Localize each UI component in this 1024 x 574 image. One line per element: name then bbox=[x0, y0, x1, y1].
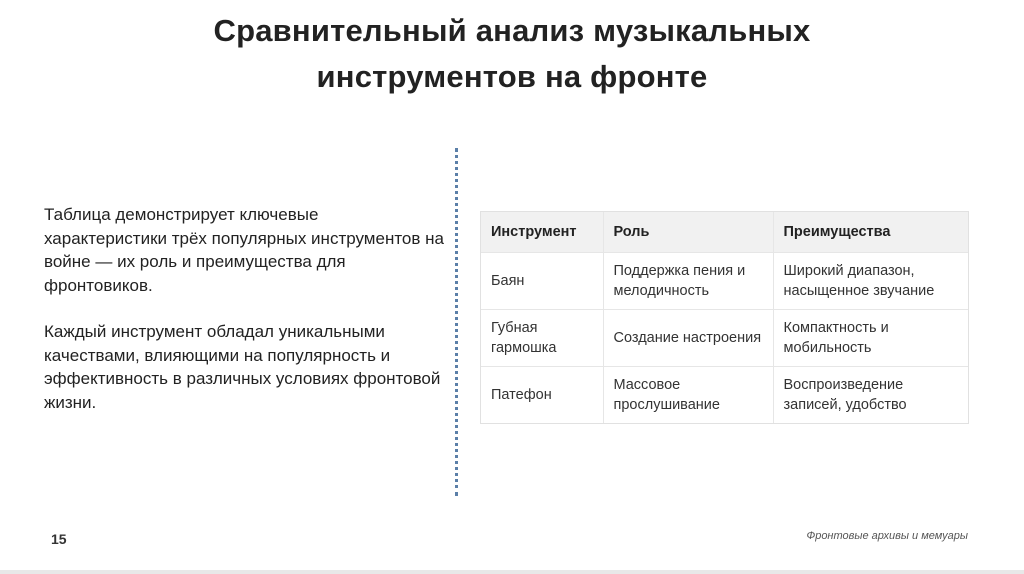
cell-role: Поддержка пения и мелодичность bbox=[603, 253, 773, 310]
cell-advantages: Компактность и мобильность bbox=[773, 310, 968, 367]
dotted-divider bbox=[455, 148, 458, 496]
header-instrument: Инструмент bbox=[481, 212, 603, 253]
slide-bottom-edge bbox=[0, 570, 1024, 574]
footer-source-note: Фронтовые архивы и мемуары bbox=[806, 530, 968, 542]
comparison-table bbox=[481, 212, 968, 423]
table-header-row bbox=[481, 212, 968, 253]
header-advantages: Преимущества bbox=[773, 212, 968, 253]
comparison-table-container bbox=[480, 211, 969, 424]
page-number: 15 bbox=[51, 531, 67, 547]
table-row bbox=[481, 310, 968, 367]
cell-instrument: Губная гармошка bbox=[481, 310, 603, 367]
header-role: Роль bbox=[603, 212, 773, 253]
cell-advantages: Широкий диапазон, насыщенное звучание bbox=[773, 253, 968, 310]
table-row bbox=[481, 253, 968, 310]
slide-title-line-2: инструментов на фронте bbox=[316, 59, 708, 94]
cell-instrument: Баян bbox=[481, 253, 603, 310]
cell-instrument: Патефон bbox=[491, 387, 552, 403]
table-row bbox=[481, 367, 968, 424]
cell-role: Создание настроения bbox=[603, 310, 773, 367]
description-paragraph-2: Каждый инструмент обладал уникальными качествами, влияющими на популярность и эффективность в различных условиях фронтовой жизни. bbox=[44, 322, 441, 412]
slide-title bbox=[0, 8, 1024, 100]
description-paragraph-1: Таблица демонстрирует ключевые характеристики трёх популярных инструментов на войне — их роль и преимущества для фронтовиков. bbox=[44, 205, 444, 295]
cell-role: Массовое прослушивание bbox=[603, 367, 773, 424]
description-text bbox=[44, 203, 444, 437]
cell-advantages: Воспроизведение записей, удобство bbox=[773, 367, 968, 424]
slide-title-line-1: Сравнительный анализ музыкальных bbox=[213, 13, 811, 48]
